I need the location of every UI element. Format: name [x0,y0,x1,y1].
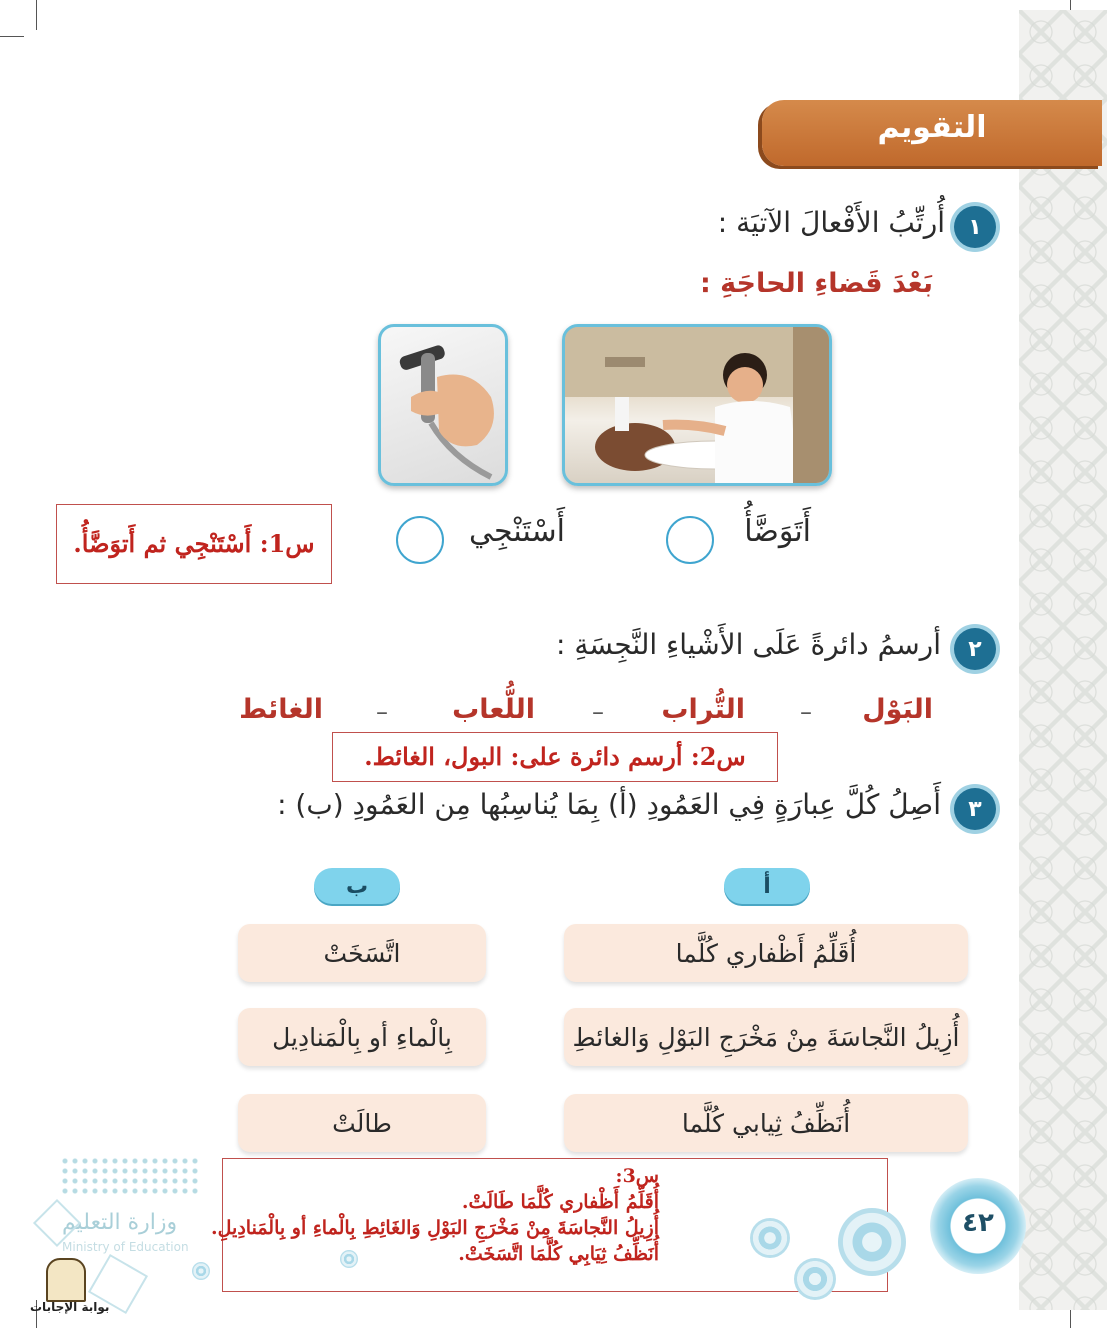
answer-3-title: س3: [615,1165,659,1187]
question-3-number: ٣ [954,788,996,830]
column-b-item[interactable]: بِالْماءِ أو بِالْمَنادِيل [238,1008,486,1066]
column-a-item[interactable]: أُزِيلُ النَّجاسَةَ مِنْ مَخْرَجِ البَوْلِ وَالغائطِ [564,1008,968,1066]
boy-washing-hands-image [562,324,832,486]
column-a-item[interactable]: أُنَظِّفُ ثِيابي كُلَّما [564,1094,968,1152]
ministry-name-en: Ministry of Education [62,1240,189,1254]
decorative-flower [192,1262,210,1280]
answer-box-3 [211,1158,888,1292]
portal-name: بوابة الإجابات [30,1300,110,1314]
answer-3-line: أُقَلِّمُ أَظْفاري كُلَّمَا طَالَتْ. [461,1191,659,1213]
section-header [762,100,1102,166]
decorative-flower [794,1258,836,1300]
answer-3-line: أُنَظِّفُ ثِيَابِي كُلَّمَا اتَّسَخَتْ. [458,1243,659,1265]
ministry-name-ar: وزارة التعليم [62,1210,178,1235]
question-1-number: ١ [954,206,996,248]
decorative-flower [340,1250,358,1268]
separator-dash: – [800,698,812,726]
side-ornament-strip [1019,10,1107,1310]
item-dust[interactable]: التُّراب [661,694,745,725]
order-circle-istinja[interactable] [396,516,444,564]
decorative-flower [838,1208,906,1276]
question-2-number: ٢ [954,628,996,670]
question-1-subtitle: بَعْدَ قَضاءِ الحاجَةِ : [699,268,933,299]
question-3-text: أَصِلُ كُلَّ عِبارَةٍ فِي العَمُودِ (أ) بِمَا يُناسِبُها مِن العَمُودِ (ب) : [277,788,941,821]
column-a-item[interactable]: أُقَلِّمُ أَظْفاري كُلَّما [564,924,968,982]
column-b-item[interactable]: اتَّسَخَتْ [238,924,486,982]
separator-dash: – [592,698,604,726]
decorative-flower [750,1218,790,1258]
column-a-label: أ [724,868,810,904]
answer-box-2: س2: أرسم دائرة على: البول، الغائط. [332,732,778,782]
option-wudu-label: أَتَوَضَّأُ [744,514,811,549]
portal-logo-icon [46,1258,86,1302]
separator-dash: – [376,698,388,726]
answer-box-1: س1: أَسْتَنْجِي ثم أَتوَضَّأُ. [56,504,332,584]
question-1-text: أُرتِّبُ الأَفْعالَ الآتيَة : [717,206,945,239]
item-saliva[interactable]: اللُّعاب [452,694,535,725]
item-urine[interactable]: البَوْل [862,694,933,725]
column-b-item[interactable]: طالَتْ [238,1094,486,1152]
crop-mark [36,0,37,30]
page-number: ٤٢ [962,1208,994,1238]
column-b-label: ب [314,868,400,904]
option-istinja-label: أَسْتَنْجِي [469,514,565,549]
ministry-logo-dots [60,1156,200,1196]
item-feces[interactable]: الغائط [239,694,323,725]
order-circle-wudu[interactable] [666,516,714,564]
crop-mark [0,36,24,37]
section-title: التقويم [877,110,987,145]
hand-sprayer-image [378,324,508,486]
answer-3-line: أُزِيلُ النَّجاسَةَ مِنْ مَخْرَجِ البَوْلِ وَالغَائِطِ بِالْماءِ أو بِالْمَنادِيلِ. [211,1217,659,1239]
question-2-text: أرسمُ دائرةً عَلَى الأَشْياءِ النَّجِسَةِ : [556,628,941,661]
